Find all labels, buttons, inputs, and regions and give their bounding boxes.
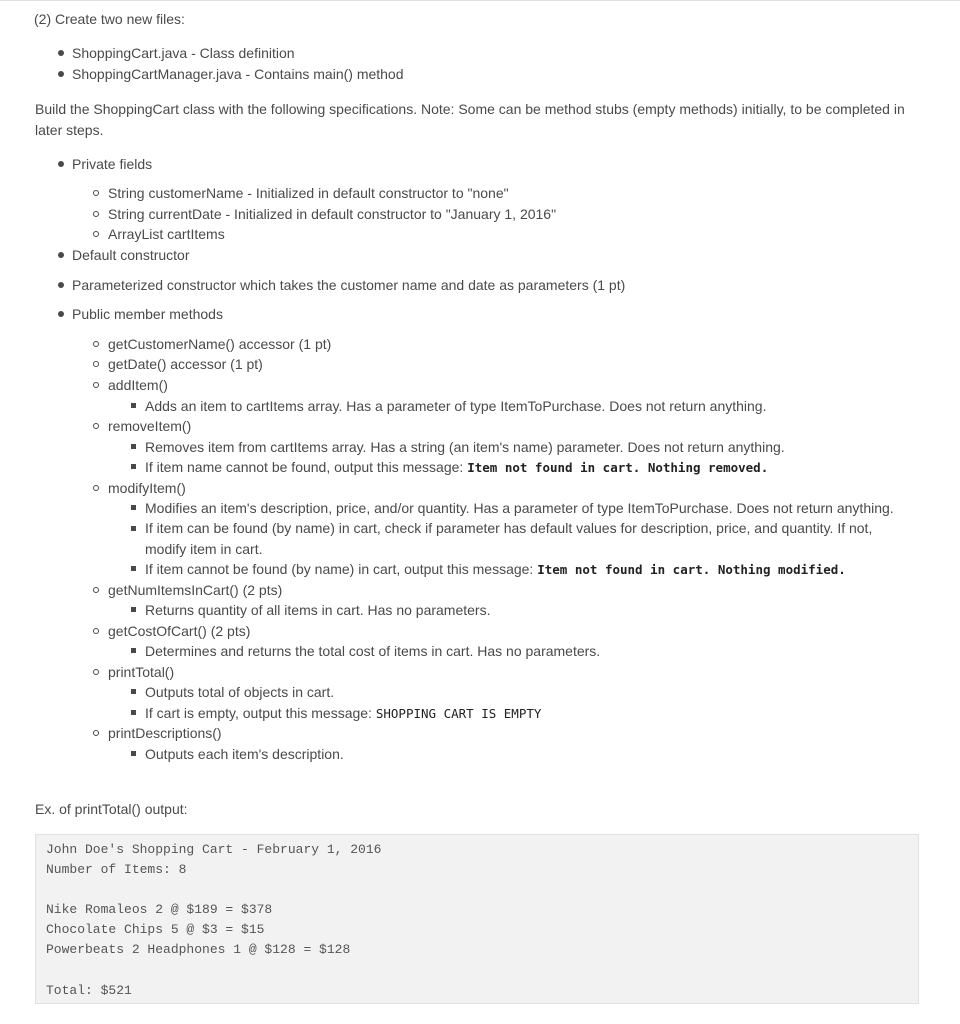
example-label: Ex. of printTotal() output:	[35, 801, 188, 817]
method-item: addItem()	[108, 377, 168, 393]
square-bullet-icon	[131, 648, 136, 653]
method-item: removeItem()	[108, 418, 192, 434]
circle-bullet-icon	[93, 231, 99, 237]
square-bullet-icon	[131, 444, 136, 449]
method-detail: If item cannot be found (by name) in cart, output this message: Item not found in cart. Nothing modified.	[145, 561, 846, 577]
example-output-block	[35, 834, 919, 1004]
method-item: getDate() accessor (1 pt)	[108, 356, 263, 372]
square-bullet-icon	[131, 689, 136, 694]
field-item: String customerName - Initialized in default constructor to "none"	[108, 185, 509, 201]
square-bullet-icon	[131, 505, 136, 510]
field-item: ArrayList cartItems	[108, 226, 225, 242]
circle-bullet-icon	[93, 190, 99, 196]
method-detail: If item can be found (by name) in cart, check if parameter has default values for description, price, and quantity. If not, modify item in cart.	[145, 520, 873, 557]
circle-bullet-icon	[93, 730, 99, 736]
code-line: Nike Romaleos 2 @ $189 = $378	[46, 902, 273, 917]
bullet-icon	[58, 161, 64, 167]
bullet-icon	[58, 71, 64, 77]
circle-bullet-icon	[93, 628, 99, 634]
code-line: Total: $521	[46, 983, 132, 998]
circle-bullet-icon	[93, 361, 99, 367]
method-item: getNumItemsInCart() (2 pts)	[108, 582, 283, 598]
code-line: Chocolate Chips 5 @ $3 = $15	[46, 922, 265, 937]
spec-item: Private fields	[72, 156, 153, 172]
square-bullet-icon	[131, 526, 136, 531]
method-item: getCustomerName() accessor (1 pt)	[108, 336, 332, 352]
code-line: Number of Items: 8	[46, 862, 187, 877]
spec-item: Parameterized constructor which takes the customer name and date as parameters (1 pt)	[72, 277, 626, 293]
method-item: printDescriptions()	[108, 725, 222, 741]
bullet-icon	[58, 282, 64, 288]
square-bullet-icon	[131, 607, 136, 612]
method-detail: Outputs each item's description.	[145, 746, 344, 762]
method-detail: If item name cannot be found, output this message: Item not found in cart. Nothing removed.	[145, 459, 769, 475]
circle-bullet-icon	[93, 341, 99, 347]
file-item: ShoppingCart.java - Class definition	[72, 45, 295, 61]
circle-bullet-icon	[93, 485, 99, 491]
square-bullet-icon	[131, 403, 136, 408]
code-line: Powerbeats 2 Headphones 1 @ $128 = $128	[46, 942, 351, 957]
method-detail: Determines and returns the total cost of items in cart. Has no parameters.	[145, 643, 601, 659]
method-detail: Removes item from cartItems array. Has a string (an item's name) parameter. Does not return anything.	[145, 439, 785, 455]
circle-bullet-icon	[93, 423, 99, 429]
method-detail: If cart is empty, output this message: SHOPPING CART IS EMPTY	[145, 705, 542, 721]
square-bullet-icon	[131, 464, 136, 469]
bullet-icon	[58, 252, 64, 258]
circle-bullet-icon	[93, 382, 99, 388]
empty-message-code: SHOPPING CART IS EMPTY	[375, 706, 542, 721]
bullet-icon	[58, 50, 64, 56]
error-message-code: Item not found in cart. Nothing modified.	[537, 562, 846, 577]
file-item: ShoppingCartManager.java - Contains main() method	[72, 66, 404, 82]
step-heading: (2) Create two new files:	[34, 11, 185, 27]
bullet-icon	[58, 311, 64, 317]
method-detail: Returns quantity of all items in cart. Has no parameters.	[145, 602, 491, 618]
method-item: getCostOfCart() (2 pts)	[108, 623, 251, 639]
spec-item: Default constructor	[72, 247, 190, 263]
method-detail: Modifies an item's description, price, and/or quantity. Has a parameter of type ItemToPurchase. Does not return anything.	[145, 500, 894, 516]
circle-bullet-icon	[93, 669, 99, 675]
square-bullet-icon	[131, 566, 136, 571]
method-detail: Outputs total of objects in cart.	[145, 684, 335, 700]
circle-bullet-icon	[93, 587, 99, 593]
field-item: String currentDate - Initialized in default constructor to "January 1, 2016"	[108, 206, 557, 222]
spec-item: Public member methods	[72, 306, 223, 322]
top-divider	[0, 0, 960, 1]
method-detail: Adds an item to cartItems array. Has a parameter of type ItemToPurchase. Does not return anything.	[145, 398, 767, 414]
error-message-code: Item not found in cart. Nothing removed.	[467, 460, 769, 475]
square-bullet-icon	[131, 710, 136, 715]
method-item: printTotal()	[108, 664, 175, 680]
circle-bullet-icon	[93, 211, 99, 217]
intro-paragraph: Build the ShoppingCart class with the following specifications. Note: Some can be method stubs (empty methods) initially, to be completed in later steps.	[35, 101, 905, 138]
code-line: John Doe's Shopping Cart - February 1, 2016	[46, 842, 382, 857]
square-bullet-icon	[131, 751, 136, 756]
method-item: modifyItem()	[108, 480, 186, 496]
